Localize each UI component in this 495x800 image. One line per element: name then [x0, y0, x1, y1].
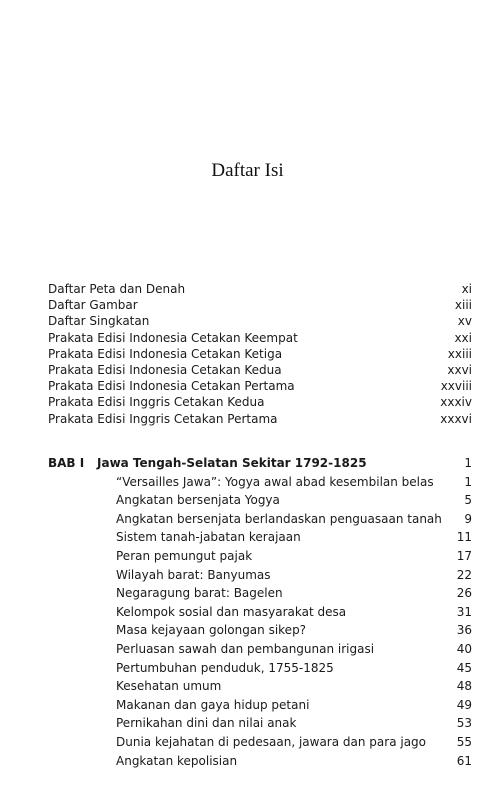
toc-subentry-label: Pernikahan dini dan nilai anak: [116, 716, 297, 731]
toc-subentry-label: Angkatan bersenjata Yogya: [116, 493, 280, 508]
toc-entry-label: Prakata Edisi Indonesia Cetakan Ketiga: [48, 346, 283, 361]
toc-subentry[interactable]: [48, 547, 472, 566]
toc-subentry-label: Wilayah barat: Banyumas: [116, 567, 271, 582]
toc-entry[interactable]: [48, 313, 472, 329]
toc-entry-label: Daftar Singkatan: [48, 314, 150, 329]
chapter-number: BAB I: [48, 456, 85, 470]
toc-subentry-label: Masa kejayaan golongan sikep?: [116, 623, 307, 638]
toc-subentry-label: Angkatan bersenjata berlandaskan penguasaan tanah: [116, 511, 442, 526]
toc-subentry-label: Kesehatan umum: [116, 679, 222, 694]
toc-subentry-page: 45: [456, 660, 472, 675]
toc-subentry[interactable]: [48, 473, 472, 492]
toc-entry-label: Daftar Peta dan Denah: [48, 282, 186, 296]
toc-subentry-page: 40: [456, 641, 472, 656]
toc-entry[interactable]: [48, 346, 472, 362]
toc-subentry[interactable]: [48, 510, 472, 529]
toc-entry-label: Prakata Edisi Indonesia Cetakan Keempat: [48, 330, 298, 345]
toc-entry[interactable]: [48, 281, 472, 297]
toc-subentry-label: Pertumbuhan penduduk, 1755-1825: [116, 660, 334, 675]
toc-entry-page: xv: [457, 314, 472, 329]
toc-subentry[interactable]: [48, 752, 472, 771]
toc-entry-label: Prakata Edisi Inggris Cetakan Pertama: [48, 411, 278, 426]
toc-subentry[interactable]: [48, 733, 472, 752]
toc-subentry-label: Perluasan sawah dan pembangunan irigasi: [116, 641, 375, 656]
toc-subentry-page: 5: [464, 493, 472, 508]
toc-entry[interactable]: [48, 378, 472, 394]
toc-subentry-page: 22: [456, 567, 472, 582]
page-title: Daftar Isi: [211, 160, 284, 181]
toc-subentry-page: 53: [456, 716, 472, 731]
toc-subentry[interactable]: [48, 714, 472, 733]
toc-entry[interactable]: [48, 394, 472, 410]
toc-entry-page: xiii: [454, 298, 472, 313]
toc-subentry-page: 31: [456, 604, 472, 619]
toc-subentry-page: 11: [456, 530, 472, 545]
toc-subentry[interactable]: [48, 659, 472, 678]
chapter-heading[interactable]: [48, 454, 472, 473]
toc-subentry[interactable]: [48, 603, 472, 622]
toc-subentry[interactable]: [48, 491, 472, 510]
toc-entry-page: xxxiv: [440, 395, 472, 410]
toc-entry-page: xxiii: [447, 346, 472, 361]
toc-subentry-label: Dunia kejahatan di pedesaan, jawara dan para jago: [116, 734, 427, 749]
toc-subentry[interactable]: [48, 640, 472, 659]
toc-entry-label: Daftar Gambar: [48, 298, 138, 313]
toc-subentry-page: 17: [456, 548, 472, 563]
toc-subentry-label: Angkatan kepolisian: [116, 753, 238, 768]
toc-subentry-page: 26: [456, 586, 472, 601]
toc-entry[interactable]: [48, 362, 472, 378]
toc-entry-page: xxi: [454, 330, 472, 345]
toc-entry[interactable]: [48, 411, 472, 427]
toc-subentry-page: 55: [456, 734, 472, 749]
toc-subentry-page: 49: [456, 697, 472, 712]
toc-subentry-page: 48: [456, 679, 472, 694]
chapter-page: 1: [464, 456, 472, 470]
toc-subentry-page: 9: [464, 511, 472, 526]
toc-subentry-label: Sistem tanah-jabatan kerajaan: [116, 530, 301, 545]
toc-entry[interactable]: [48, 297, 472, 313]
chapter-section: [48, 454, 472, 770]
toc-subentry[interactable]: [48, 696, 472, 715]
toc-subentry[interactable]: [48, 677, 472, 696]
toc-subentry-label: Makanan dan gaya hidup petani: [116, 697, 310, 712]
toc-subentry-label: Kelompok sosial dan masyarakat desa: [116, 604, 347, 619]
toc-subentry-label: Negaragung barat: Bagelen: [116, 586, 283, 601]
toc-subentry-label: Peran pemungut pajak: [116, 548, 253, 563]
toc-entry-page: xi: [461, 282, 472, 296]
toc-subentry-page: 61: [456, 753, 472, 768]
toc-subentry-page: 1: [464, 474, 472, 489]
toc-entry-label: Prakata Edisi Indonesia Cetakan Pertama: [48, 379, 295, 394]
toc-entry-page: xxviii: [440, 379, 472, 394]
toc-subentry[interactable]: [48, 584, 472, 603]
front-matter-list: [48, 281, 472, 427]
toc-subentry[interactable]: [48, 528, 472, 547]
toc-entry-label: Prakata Edisi Indonesia Cetakan Kedua: [48, 362, 282, 377]
chapter-title: Jawa Tengah-Selatan Sekitar 1792-1825: [97, 456, 367, 470]
toc-subentry-label: “Versailles Jawa”: Yogya awal abad kesembilan belas: [116, 474, 434, 489]
toc-subentry[interactable]: [48, 621, 472, 640]
toc-entry-label: Prakata Edisi Inggris Cetakan Kedua: [48, 395, 265, 410]
toc-entry[interactable]: [48, 330, 472, 346]
toc-subentry-page: 36: [456, 623, 472, 638]
toc-entry-page: xxxvi: [440, 411, 472, 426]
toc-subentry[interactable]: [48, 566, 472, 585]
toc-entry-page: xxvi: [447, 362, 472, 377]
